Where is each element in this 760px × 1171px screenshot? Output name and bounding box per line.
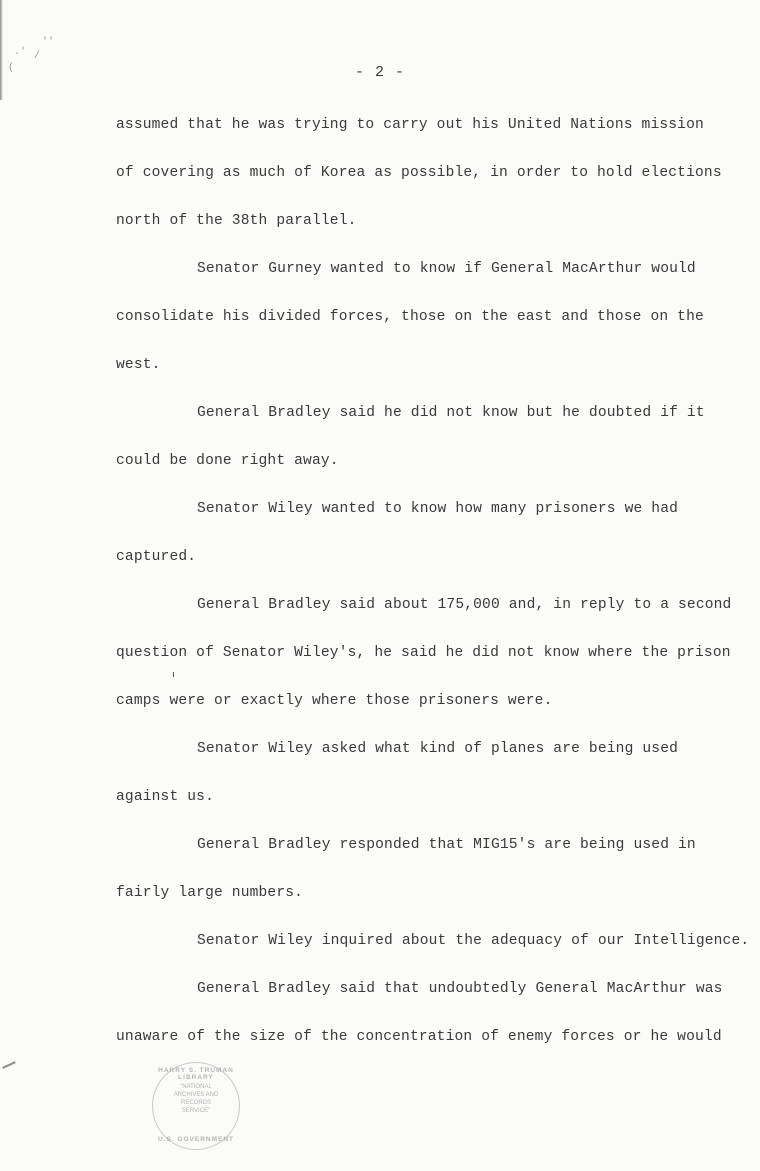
stray-mark bbox=[2, 1061, 16, 1069]
text-line: Senator Wiley inquired about the adequacy of our Intelligence. bbox=[197, 933, 750, 949]
smudge-mark: / bbox=[34, 51, 41, 62]
text-line: Senator Gurney wanted to know if General MacArthur would bbox=[197, 261, 696, 277]
text-line: General Bradley said that undoubtedly General MacArthur was bbox=[197, 981, 723, 997]
stamp-inner-line: SERVICE" bbox=[181, 1108, 211, 1114]
stamp-ring-top: HARRY S. TRUMAN LIBRARY bbox=[158, 1067, 234, 1081]
text-line: General Bradley said about 175,000 and, in reply to a second bbox=[197, 597, 732, 613]
text-line: General Bradley said he did not know but he doubted if it bbox=[197, 405, 705, 421]
text-line: north of the 38th parallel. bbox=[116, 213, 357, 229]
stamp-inner-line: "NATIONAL bbox=[180, 1084, 212, 1090]
text-line: against us. bbox=[116, 789, 214, 805]
stamp-inner-line: ARCHIVES AND bbox=[173, 1092, 219, 1098]
stamp-inner-line: RECORDS bbox=[180, 1100, 211, 1106]
archive-stamp bbox=[152, 1062, 240, 1150]
text-line: could be done right away. bbox=[116, 453, 339, 469]
text-line: assumed that he was trying to carry out his United Nations mission bbox=[116, 117, 704, 133]
page-number: - 2 - bbox=[354, 64, 405, 81]
smudge-mark: .' bbox=[14, 47, 27, 58]
text-line: fairly large numbers. bbox=[116, 885, 304, 901]
text-line: west. bbox=[116, 357, 161, 373]
text-line: General Bradley responded that MIG15's are being used in bbox=[197, 837, 696, 853]
text-line: of covering as much of Korea as possible, in order to hold elections bbox=[116, 165, 722, 181]
stray-mark bbox=[173, 672, 174, 677]
page-edge-shadow bbox=[0, 0, 3, 100]
text-line: camps were or exactly where those prisoners were. bbox=[116, 693, 553, 709]
text-line: question of Senator Wiley's, he said he did not know where the prison bbox=[116, 645, 731, 661]
text-line: unaware of the size of the concentration of enemy forces or he would bbox=[116, 1029, 722, 1045]
text-line: Senator Wiley wanted to know how many prisoners we had bbox=[197, 501, 679, 517]
text-line: captured. bbox=[116, 549, 197, 565]
smudge-mark: ( bbox=[8, 63, 15, 74]
text-line: Senator Wiley asked what kind of planes are being used bbox=[197, 741, 679, 757]
smudge-mark: '' bbox=[42, 37, 55, 48]
text-line: consolidate his divided forces, those on the east and those on the bbox=[116, 309, 704, 325]
stamp-inner-text bbox=[167, 1083, 225, 1115]
stamp-ring-bottom: U.S. GOVERNMENT bbox=[157, 1136, 235, 1143]
